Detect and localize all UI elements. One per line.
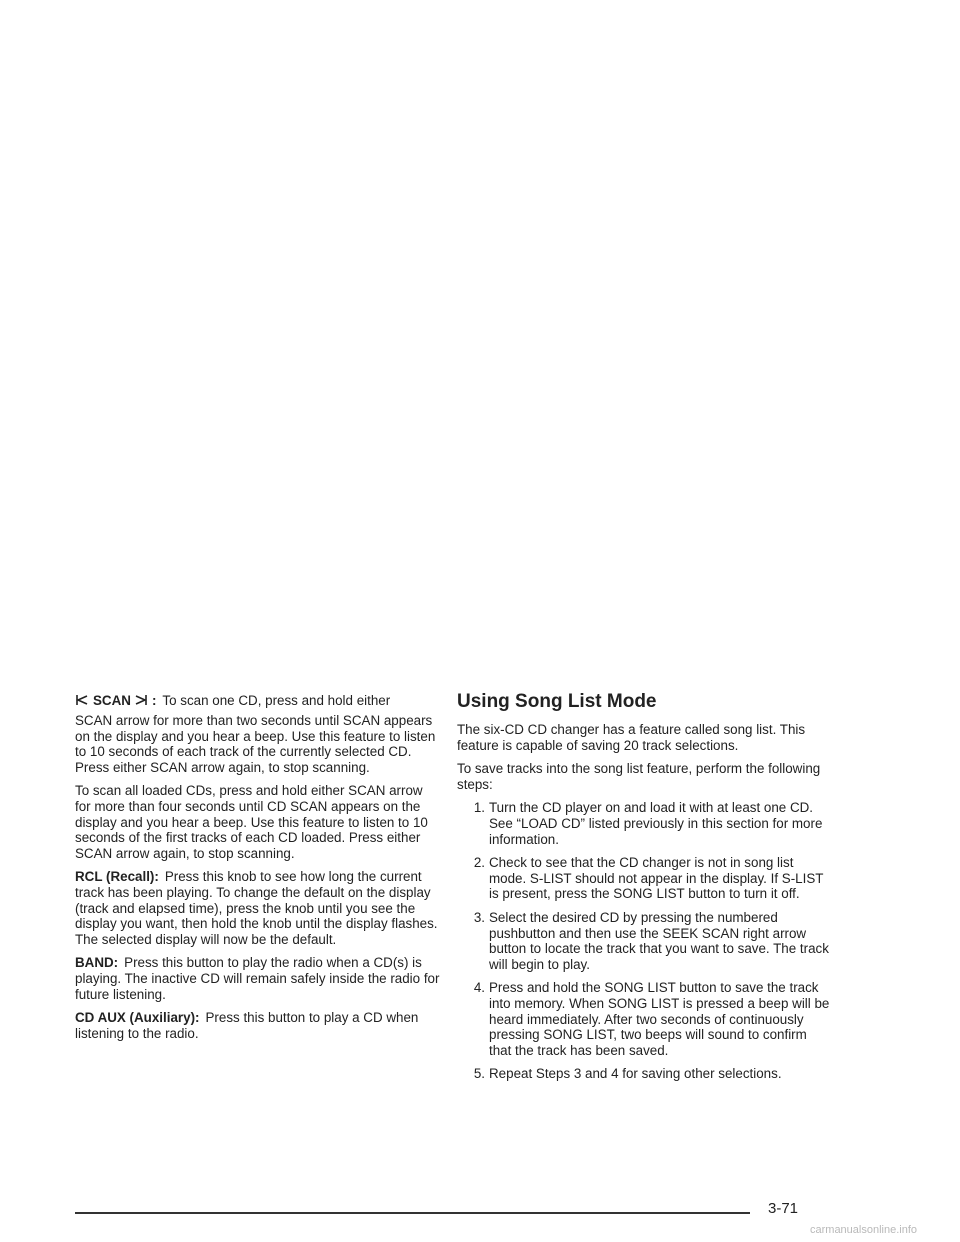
scan-back-icon xyxy=(75,693,89,707)
band-paragraph xyxy=(75,955,440,1002)
right-column xyxy=(457,690,832,1090)
band-term: BAND: xyxy=(75,955,119,971)
step-number: 4. xyxy=(473,980,485,996)
intro-paragraph-2: To save tracks into the song list feature, perform the following steps: xyxy=(457,761,821,792)
step-text: Check to see that the CD changer is not in song list mode. S-LIST should not appear in the display. If S-LIST is present, press the SONG LIST button to turn it off. xyxy=(489,855,824,902)
step-number: 1. xyxy=(473,800,485,816)
list-item xyxy=(457,910,832,972)
step-number: 3. xyxy=(473,909,485,925)
cd-aux-text: Press this button to play a CD when listening to the radio. xyxy=(75,1010,419,1041)
steps-list xyxy=(457,800,832,1082)
step-number: 5. xyxy=(473,1066,485,1082)
cd-aux-paragraph xyxy=(75,1010,440,1041)
rcl-paragraph xyxy=(75,869,440,947)
scan-description: SCAN arrow for more than two seconds until SCAN appears on the display and you hear a beep. Use this feature to listen to 10 seconds of each track of the currently selected CD. Press either SCAN arrow again, to stop scanning. xyxy=(75,713,436,775)
list-item xyxy=(457,855,832,902)
watermark: carmanualsonline.info xyxy=(810,1224,918,1236)
step-text: Press and hold the SONG LIST button to save the track into memory. When SONG LIST is pressed a beep will be heard immediately. After two seconds of continuously pressing SONG LIST, two beeps will sound to confirm that the track has been saved. xyxy=(489,980,830,1058)
rcl-text: Press this knob to see how long the current track has been playing. To change the default on the display (track and elapsed time), press the knob until you see the display you want, then hold the knob until the display flashes. The selected display will now be the default. xyxy=(75,869,438,947)
list-item xyxy=(457,980,832,1058)
footer-divider xyxy=(75,1212,750,1214)
list-item xyxy=(457,1066,832,1082)
scan-all-description: To scan all loaded CDs, press and hold either SCAN arrow for more than four seconds until CD SCAN appears on the display and you hear a beep. Use this feature to listen to 10 seconds of the first tracks of each CD loaded. Press either SCAN arrow again, to stop scanning. xyxy=(75,783,428,861)
left-column xyxy=(75,690,440,1049)
step-text: Repeat Steps 3 and 4 for saving other selections. xyxy=(489,1066,782,1082)
scan-label: SCAN xyxy=(93,692,131,708)
step-text: Select the desired CD by pressing the numbered pushbutton and then use the SEEK SCAN right arrow button to locate the track that you want to save. The track will begin to play. xyxy=(489,909,829,972)
scan-colon: : xyxy=(151,692,157,708)
intro-paragraph: The six-CD CD changer has a feature called song list. This feature is capable of saving 20 track selections. xyxy=(457,722,806,753)
page-number: 3-71 xyxy=(768,1200,799,1217)
scan-heading xyxy=(75,690,440,710)
band-text: Press this button to play the radio when a CD(s) is playing. The inactive CD will remain safely inside the radio for future listening. xyxy=(75,955,440,1002)
cd-aux-term: CD AUX (Auxiliary): xyxy=(75,1010,200,1026)
step-text: Turn the CD player on and load it with at least one CD. See “LOAD CD” listed previously in this section for more information. xyxy=(489,800,823,847)
scan-forward-icon xyxy=(134,693,148,707)
step-number: 2. xyxy=(473,855,485,871)
list-item xyxy=(457,800,832,847)
rcl-term: RCL (Recall): xyxy=(75,869,159,885)
scan-lead-text: To scan one CD, press and hold either xyxy=(162,692,391,708)
section-heading: Using Song List Mode xyxy=(457,691,657,712)
